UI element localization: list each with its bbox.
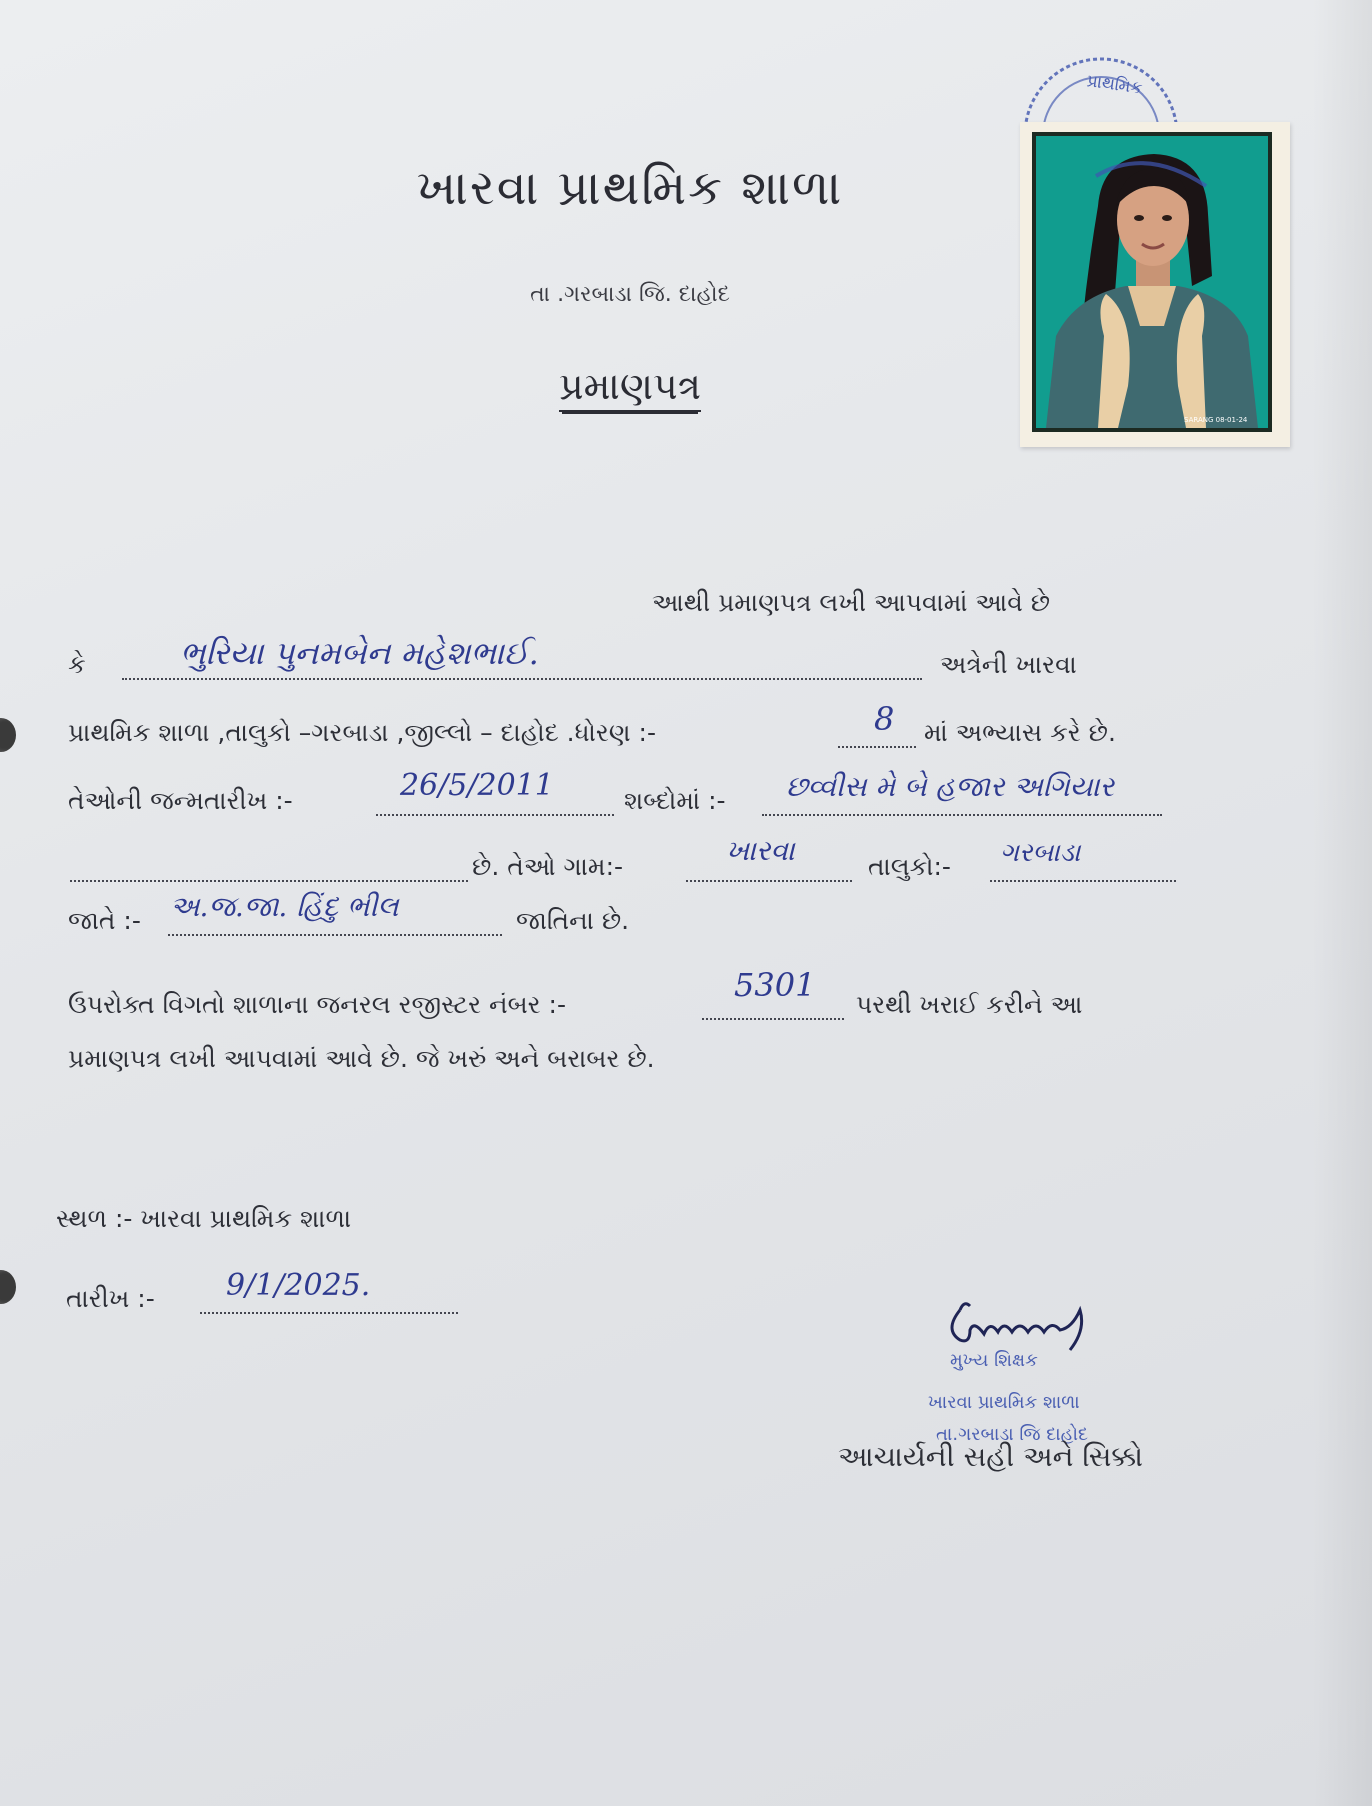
line4-dotted-field bbox=[70, 880, 468, 882]
date-dotted-field bbox=[200, 1312, 458, 1314]
register-dotted-field bbox=[702, 1018, 844, 1020]
certificate-heading bbox=[300, 364, 960, 409]
taluka-dotted-field bbox=[990, 880, 1176, 882]
line3-prefix: તેઓની જન્મતારીખ :- bbox=[68, 786, 293, 815]
student-photo-frame bbox=[1020, 122, 1290, 447]
seal-text: પ્રાથમિક bbox=[1085, 71, 1144, 99]
stamp-school: ખારવા પ્રાથમિક શાળા bbox=[928, 1392, 1080, 1413]
punch-hole bbox=[0, 718, 16, 752]
issue-date: 9/1/2025. bbox=[226, 1268, 371, 1303]
student-portrait-icon bbox=[1036, 136, 1268, 428]
birth-date: 26/5/2011 bbox=[400, 768, 554, 803]
birthdate-words-dotted-field bbox=[762, 814, 1162, 816]
standard-value: 8 bbox=[874, 700, 895, 738]
school-title: ખારવા પ્રાથમિક શાળા bbox=[416, 160, 844, 216]
punch-hole bbox=[0, 1270, 16, 1304]
school-address: તા .ગરબાડા જિ. દાહોદ bbox=[530, 282, 730, 307]
caste-value: અ.જ.જા. હિંદુ ભીલ bbox=[170, 890, 399, 923]
birth-date-words: છવ્વીસ મે બે હજાર અગિયાર bbox=[786, 770, 1114, 803]
line4-taluka: તાલુકો:- bbox=[868, 852, 951, 881]
village-value: ખારવા bbox=[726, 834, 795, 867]
intro-line: આથી પ્રમાણપત્ર લખી આપવામાં આવે છે bbox=[652, 588, 1051, 617]
line2-suffix: માં અભ્યાસ કરે છે. bbox=[924, 718, 1116, 747]
village-dotted-field bbox=[686, 880, 852, 882]
register-suffix: પરથી ખરાઈ કરીને આ bbox=[856, 990, 1083, 1019]
birthdate-dotted-field bbox=[376, 814, 614, 816]
closing-line: પ્રમાણપત્ર લખી આપવામાં આવે છે. જે ખરું અને બરાબર છે. bbox=[68, 1044, 655, 1073]
line5-prefix: જાતે :- bbox=[68, 906, 141, 935]
register-line: ઉપરોક્ત વિગતો શાળાના જનરલ રજીસ્ટર નંબર :- bbox=[68, 990, 566, 1019]
line5-suffix: જાતિના છે. bbox=[516, 906, 630, 935]
student-photo bbox=[1032, 132, 1272, 432]
line1-suffix: અત્રેની ખારવા bbox=[940, 650, 1077, 679]
date-label: તારીખ :- bbox=[66, 1284, 155, 1313]
stamp-designation: મુખ્ય શિક્ષક bbox=[950, 1350, 1038, 1371]
taluka-value: ગરબાડા bbox=[1000, 838, 1081, 868]
certificate-heading-text: પ્રમાણપત્ર bbox=[559, 364, 701, 412]
place-label: સ્થળ :- ખારવા પ્રાથમિક શાળા bbox=[56, 1204, 352, 1233]
photo-caption: SARANG 08-01-24 bbox=[1184, 416, 1248, 424]
name-dotted-field bbox=[122, 678, 922, 680]
paper-shadow bbox=[1312, 0, 1372, 1806]
line4-mid: છે. તેઓ ગામ:- bbox=[472, 852, 624, 881]
standard-dotted-field bbox=[838, 746, 916, 748]
line3-mid: શબ્દોમાં :- bbox=[624, 786, 726, 815]
student-name: ભુરિયા પુનમબેન મહેશભાઈ. bbox=[180, 634, 539, 672]
register-number: 5301 bbox=[734, 966, 816, 1004]
line1-prefix: કે bbox=[68, 650, 86, 679]
line2-text: પ્રાથમિક શાળા ,તાલુકો –ગરબાડા ,જીલ્લો – દાહોદ .ધોરણ :- bbox=[68, 718, 656, 747]
stamp-address: તા.ગરબાડા જિ દાહોદ bbox=[936, 1424, 1089, 1445]
caste-dotted-field bbox=[168, 934, 502, 936]
principal-label: આચાર્યની સહી અને સિક્કો bbox=[838, 1440, 1144, 1473]
